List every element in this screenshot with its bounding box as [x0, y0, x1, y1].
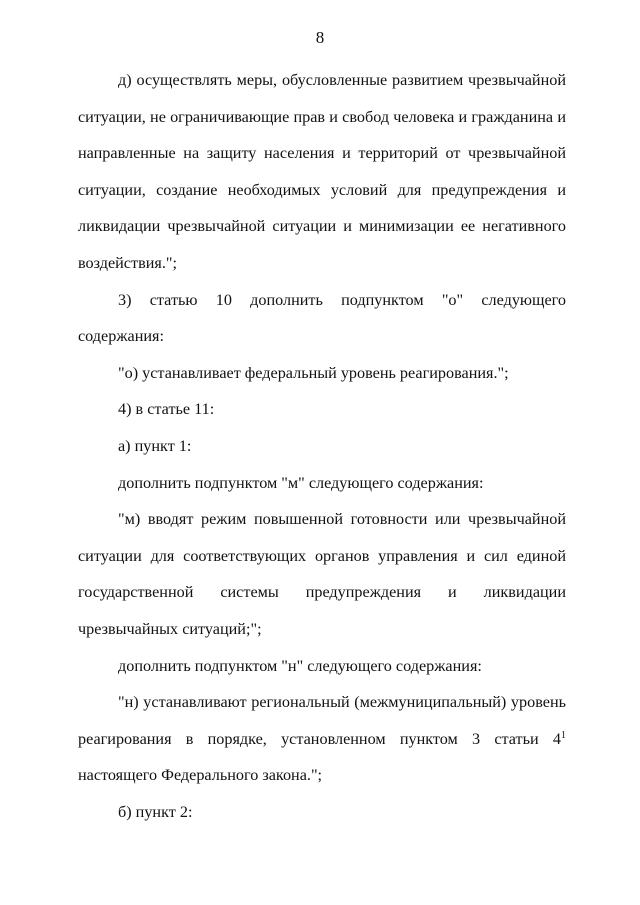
- paragraph-subpoint-n-text-a: "н) устанавливают региональный (межмуниципальный) уровень реагирования в порядке, установленном пунктом 3 статьи 4: [78, 693, 566, 748]
- page-number: 8: [315, 28, 325, 47]
- paragraph-subpoint-m: "м) вводят режим повышенной готовности или чрезвычайной ситуации для соответствующих органов управления и сил единой государственной системы предупреждения и ликвидации чрезвычайных ситуаций;";: [78, 510, 566, 638]
- paragraph-point-1: а) пункт 1:: [118, 436, 192, 455]
- paragraph-d-measures: д) осуществлять меры, обусловленные развитием чрезвычайной ситуации, не ограничивающие прав и свобод человека и гражданина и направленные на защиту населения и территорий от чрезвычайной ситуации, создание необходимых условий для предупреждения и ликвидации чрезвычайной ситуации и минимизации ее негативного воздействия.";: [78, 71, 566, 272]
- document-body: [78, 62, 566, 830]
- paragraph-add-subpoint-m: дополнить подпунктом "м" следующего содержания:: [118, 473, 484, 492]
- paragraph-point-2: б) пункт 2:: [118, 802, 193, 821]
- paragraph-subpoint-o: "о) устанавливает федеральный уровень реагирования.";: [118, 363, 509, 382]
- paragraph-subpoint-n-text-b: настоящего Федерального закона.";: [78, 766, 323, 785]
- paragraph-article-10: 3) статью 10 дополнить подпунктом "о" следующего содержания:: [78, 290, 566, 346]
- paragraph-subpoint-n: [78, 684, 566, 794]
- superscript-article-number: 1: [561, 729, 566, 741]
- paragraph-add-subpoint-n: дополнить подпунктом "н" следующего содержания:: [118, 656, 482, 675]
- paragraph-article-11: 4) в статье 11:: [118, 400, 215, 419]
